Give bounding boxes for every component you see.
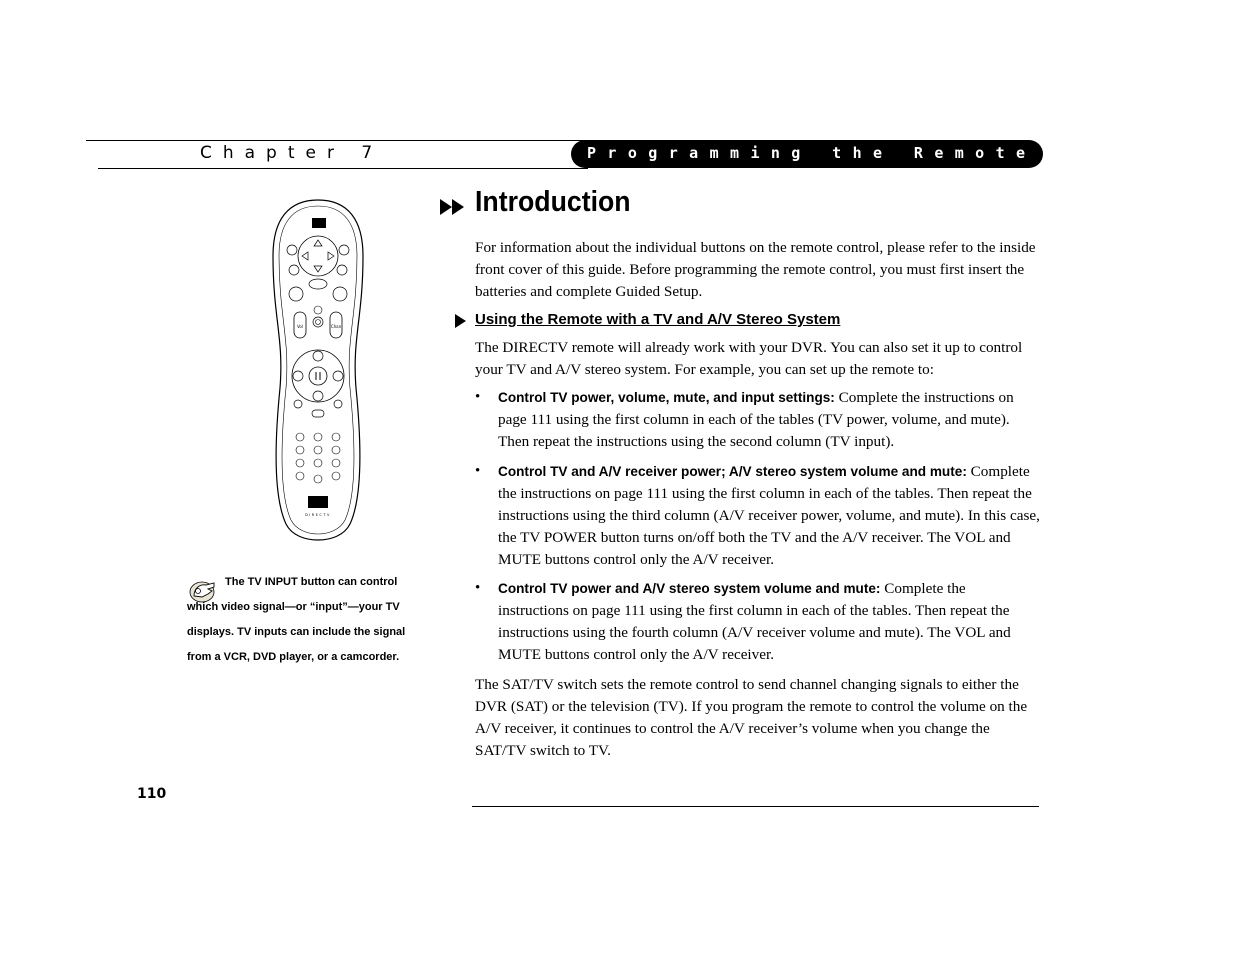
brand-logo-icon (308, 496, 328, 508)
bullet-text: Complete the instructions on page 111 using the first column in each of the tables. Then repeat the instructions using the fourth column (A/V receiver volume and mute). The VOL and MUTE buttons control only the A/V receiver. (498, 580, 1011, 663)
bullet-marker: • (475, 389, 481, 405)
bullet-marker: • (475, 463, 481, 479)
intro-paragraph: For information about the individual buttons on the remote control, please refer to the inside front cover of this guide. Before programming the remote control, you must first insert the batteries and complete Guided Setup. (475, 239, 1036, 300)
section-tab (571, 140, 1200, 168)
sidebar-note-text: The TV INPUT button can control which video signal—or “input”—your TV displays. TV inputs can include the signal from a VCR, DVD player, or a camcorder. (187, 576, 406, 663)
page-title: Introduction (475, 186, 631, 218)
sub-intro-paragraph: The DIRECTV remote will already work with your DVR. You can also set it up to control your TV and A/V stereo system. For example, you can set up the remote to: (475, 339, 1023, 378)
fast-forward-icon (440, 199, 466, 215)
chan-label: Chan (330, 324, 342, 329)
bullet-marker: • (475, 580, 481, 596)
play-arrow-icon (455, 314, 467, 328)
page-number: 110 (137, 786, 167, 802)
bullet-text: Complete the instructions on page 111 using the first column in each of the tables (TV power, volume, and mute). Then repeat the instructions using the second column (TV input). (498, 389, 1014, 450)
closing-paragraph: The SAT/TV switch sets the remote control to send channel changing signals to either the DVR (SAT) or the television (TV). If you program the remote to control the volume on the A/V receiver, it continues to control the A/V receiver’s volume when you change the SAT/TV switch to TV. (475, 676, 1028, 759)
section-title: Programming the Remote Control (587, 144, 1200, 162)
header-top-rule (86, 140, 586, 141)
remote-control-illustration (270, 198, 366, 542)
brand-label: DIRECTV (305, 513, 331, 517)
vol-label: Vol (297, 324, 303, 329)
subheading: Using the Remote with a TV and A/V Stereo System (475, 311, 841, 328)
logo-icon (312, 218, 326, 228)
bullet-bold: Control TV and A/V receiver power; A/V stereo system volume and mute: (498, 464, 967, 479)
bullet-bold: Control TV power, volume, mute, and input settings: (498, 390, 835, 405)
header-bottom-rule (98, 168, 588, 169)
footer-rule (472, 806, 1039, 807)
bullet-item (498, 461, 1040, 571)
bullet-item (498, 387, 1040, 453)
bullet-text: Complete the instructions on page 111 using the first column in each of the tables. Then repeat the instructions using the third column (A/V receiver power, volume, and mute). In this case, the TV POWER button turns on/off both the TV and the A/V receiver. The VOL and MUTE buttons control only the A/V receiver. (498, 463, 1040, 568)
sidebar-note (187, 570, 409, 670)
bullet-bold: Control TV power and A/V stereo system volume and mute: (498, 581, 881, 596)
chapter-label: Chapter 7 (200, 143, 384, 163)
bullet-item (498, 578, 1040, 666)
